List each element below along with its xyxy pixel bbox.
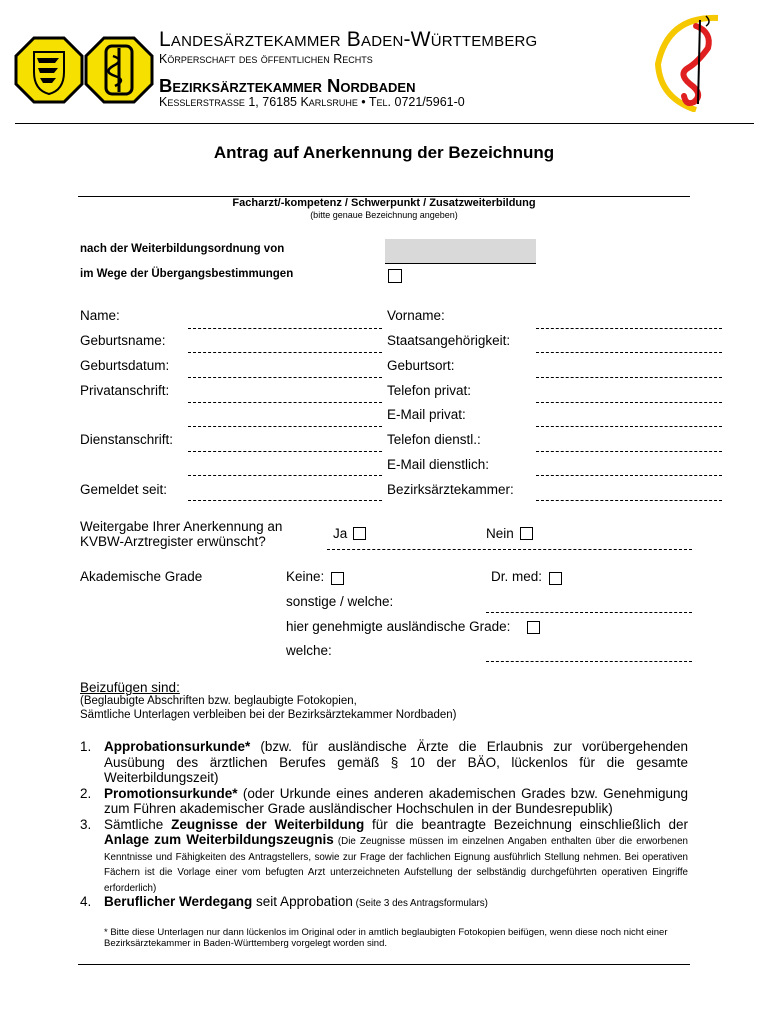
designation-heading: Facharzt/-kompetenz / Schwerpunkt / Zusatzweiterbildung: [232, 197, 536, 209]
private-phone-label: Telefon privat:: [387, 383, 472, 398]
registered-since-label: Gemeldet seit:: [80, 482, 168, 497]
org-legal-status: Körperschaft des öffentlichen Rechts: [159, 52, 373, 66]
name-label: Name:: [80, 308, 120, 323]
ja-label: Ja: [333, 526, 348, 541]
keine-label: Keine:: [286, 569, 325, 584]
ja-checkbox[interactable]: [353, 527, 366, 540]
kvbw-question-line2: KVBW-Arztregister erwünscht?: [80, 534, 266, 549]
registered-since-field[interactable]: [188, 500, 382, 501]
item-small-text: (Die Zeugnisse müssen im einzelnen Angaben enthalten über die erworbenen Kenntnisse und Fähigkeiten des Antragstellers, sowie zur Frage der fachlichen Eignung ausführlich Stellung nehmen. Bei operativen Fächern ist die Vorlage einer vom befugten Arzt unterzeichneten Aufstellung der selbständig durchgeführten operativen Eingriffe erforderlich): [104, 836, 688, 894]
attachments-heading: Beizufügen sind:: [80, 680, 180, 695]
foreign-degrees-label: hier genehmigte ausländische Grade:: [286, 619, 511, 634]
uebergang-label: im Wege der Übergangsbestimmungen: [80, 268, 294, 280]
private-email-field[interactable]: [536, 426, 722, 427]
first-name-label: Vorname:: [387, 308, 445, 323]
nein-label: Nein: [486, 526, 514, 541]
private-address-label: Privatanschrift:: [80, 383, 170, 398]
work-address-label: Dienstanschrift:: [80, 432, 174, 447]
list-item: [80, 894, 688, 910]
chamber-emblem-logo: [648, 12, 746, 112]
kvbw-question-line1: Weitergabe Ihrer Anerkennung an: [80, 519, 283, 534]
attachments-note-1: (Beglaubigte Abschriften bzw. beglaubigte Fotokopien,: [80, 695, 357, 707]
private-email-label: E-Mail privat:: [387, 407, 466, 422]
dr-med-checkbox[interactable]: [549, 572, 562, 585]
footer-divider: [78, 964, 690, 965]
work-email-label: E-Mail dienstlich:: [387, 457, 490, 472]
birth-place-label: Geburtsort:: [387, 358, 455, 373]
first-name-field[interactable]: [536, 328, 722, 329]
academic-degrees-label: Akademische Grade: [80, 569, 203, 584]
work-phone-label: Telefon dienstl.:: [387, 432, 481, 447]
keine-checkbox[interactable]: [331, 572, 344, 585]
address: Keßlerstraße 1, 76185 Karlsruhe • Tel. 0721/5961-0: [159, 95, 465, 109]
kvbw-divider: [327, 549, 692, 550]
item-text: für die beantragte Bezeichnung einschließlich der: [364, 816, 689, 832]
other-degrees-label: sonstige / welche:: [286, 594, 394, 609]
district-chamber-label: Bezirksärztekammer:: [387, 482, 514, 497]
uebergang-checkbox[interactable]: [388, 269, 402, 283]
private-address-field-2[interactable]: [188, 426, 382, 427]
name-field[interactable]: [188, 328, 382, 329]
work-address-field-2[interactable]: [188, 475, 382, 476]
nationality-field[interactable]: [536, 352, 722, 353]
wbo-label: nach der Weiterbildungsordnung von: [80, 243, 285, 255]
aesculapian-staff-logo: [84, 36, 154, 104]
designation-hint: (bitte genaue Bezeichnung angeben): [310, 210, 458, 220]
wbo-date-field[interactable]: [385, 239, 536, 264]
item-number: 1.: [80, 739, 92, 754]
private-address-field-1[interactable]: [188, 402, 382, 403]
list-item: [80, 739, 688, 786]
work-phone-field[interactable]: [536, 451, 722, 452]
work-address-field-1[interactable]: [188, 451, 382, 452]
header-divider: [15, 123, 754, 124]
item-title: Zeugnisse der Weiterbildung: [171, 816, 365, 832]
item-number: 4.: [80, 894, 92, 909]
item-title: Promotionsurkunde*: [104, 785, 238, 801]
footnote: * Bitte diese Unterlagen nur dann lückenlos im Original oder in amtlich beglaubigten Fotokopien beifügen, wenn diese noch nicht einer Bezirksärztekammer in Baden-Württemberg vorgelegt worden sind.: [104, 927, 668, 949]
birth-date-label: Geburtsdatum:: [80, 358, 170, 373]
foreign-degrees-checkbox[interactable]: [527, 621, 540, 634]
nationality-label: Staatsangehörigkeit:: [387, 333, 511, 348]
district-chamber: Bezirksärztekammer Nordbaden: [159, 75, 416, 96]
list-item: [80, 786, 688, 817]
org-name: Landesärztekammer Baden-Württemberg: [159, 28, 538, 51]
which-field[interactable]: [486, 661, 692, 662]
item-title-2: Anlage zum Weiterbildungszeugnis: [104, 832, 334, 847]
item-title: Approbationsurkunde*: [104, 739, 251, 754]
coat-of-arms-logo: [14, 36, 84, 104]
birth-name-label: Geburtsname:: [80, 333, 166, 348]
item-number: 2.: [80, 785, 92, 801]
item-text: (oder Urkunde eines anderen akademischen Grades bzw. Genehmigung zum Führen akademischer Grade ausländischer Hochschulen in der Bundesrepublik): [104, 785, 688, 816]
other-degrees-field[interactable]: [486, 612, 692, 613]
item-text: (bzw. für ausländische Ärzte die Erlaubnis zur vorübergehenden Ausübung des ärztlichen Berufes gemäß § 10 der BÄO, lückenlos für die gesamte Weiterbildungszeit): [104, 739, 688, 785]
item-text-pre: Sämtliche: [104, 816, 172, 832]
work-email-field[interactable]: [536, 475, 722, 476]
item-number: 3.: [80, 816, 92, 832]
private-phone-field[interactable]: [536, 402, 722, 403]
nein-checkbox[interactable]: [520, 527, 533, 540]
item-text: seit Approbation: [252, 894, 353, 909]
district-chamber-field[interactable]: [536, 500, 722, 501]
birth-name-field[interactable]: [188, 352, 382, 353]
item-title: Beruflicher Werdegang: [104, 894, 253, 909]
attachments-note-2: Sämtliche Unterlagen verbleiben bei der Bezirksärztekammer Nordbaden): [80, 709, 457, 721]
dr-med-label: Dr. med:: [491, 569, 543, 584]
item-small-text: (Seite 3 des Antragsformulars): [352, 898, 488, 909]
list-item: [80, 817, 688, 895]
birth-date-field[interactable]: [188, 377, 382, 378]
birth-place-field[interactable]: [536, 377, 722, 378]
which-label: welche:: [286, 643, 332, 658]
form-title: Antrag auf Anerkennung der Bezeichnung: [213, 143, 555, 162]
attachments-list: [80, 739, 688, 910]
